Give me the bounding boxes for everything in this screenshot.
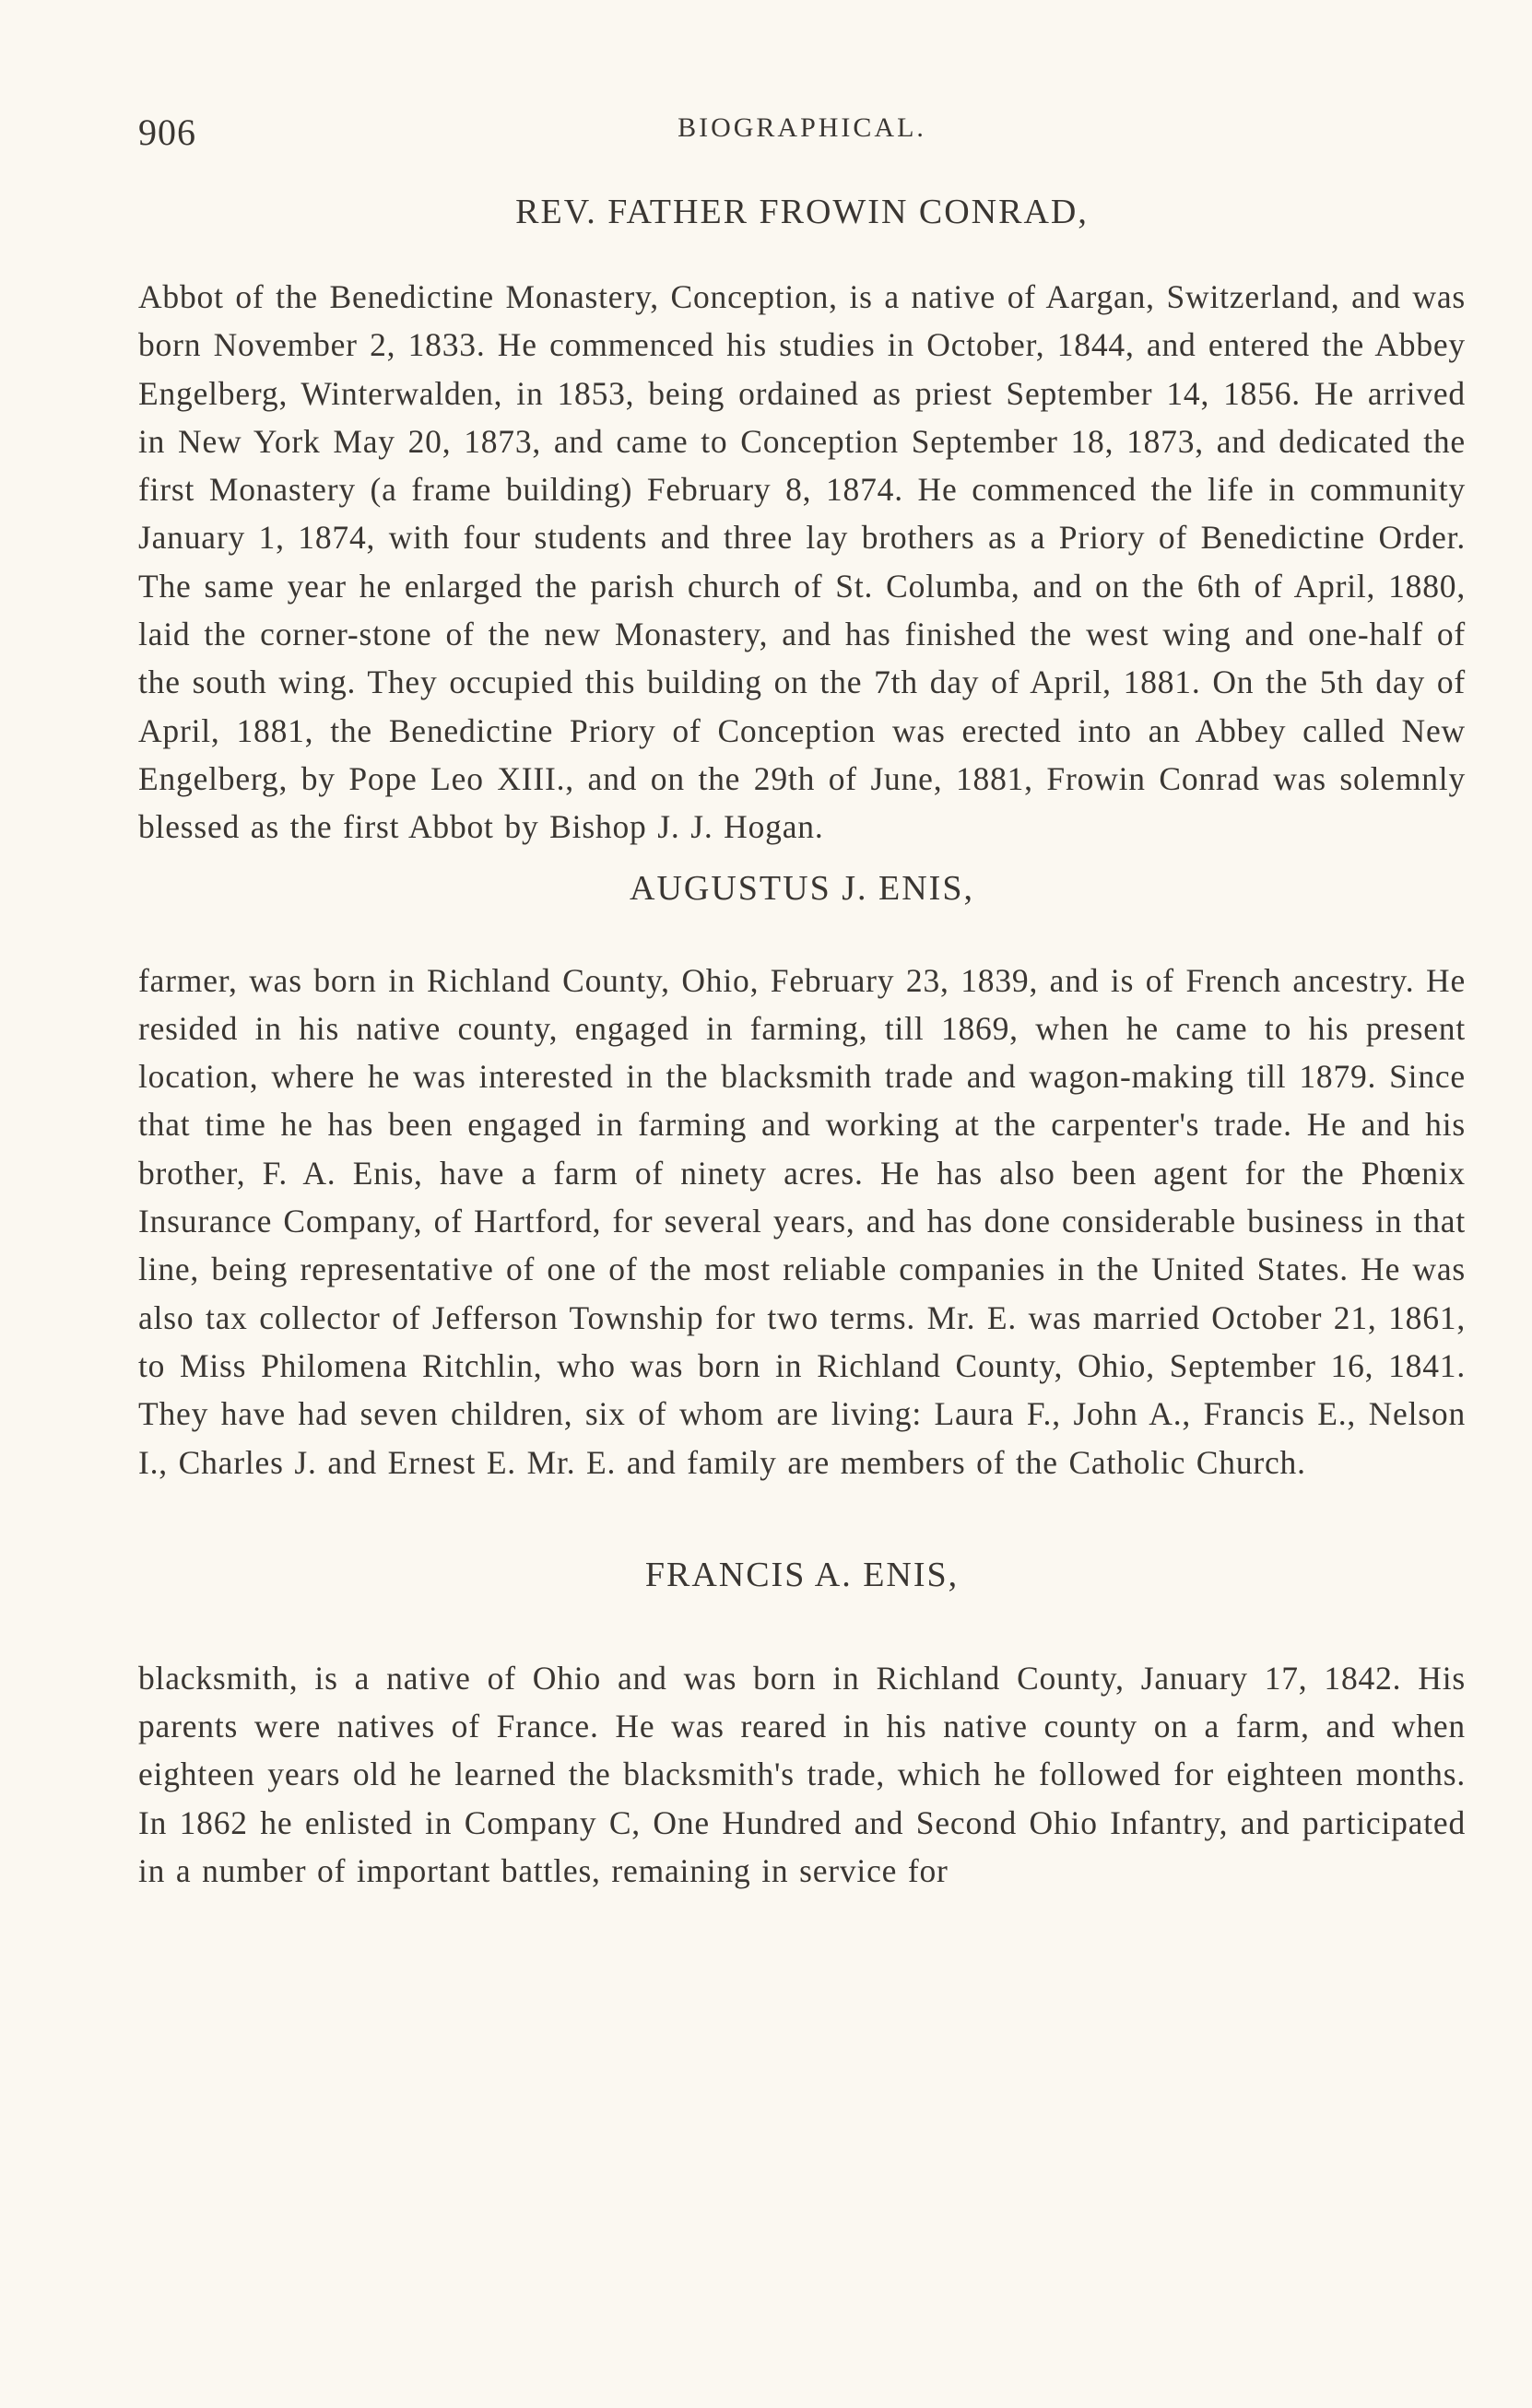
page-header xyxy=(138,101,1466,157)
page-number: 906 xyxy=(138,112,196,153)
entry-text-conrad: Abbot of the Benedictine Monastery, Conception, is a native of Aargan, Switzerland, and was born November 2, 1833. He commenced his studies in October, 1844, and entered the Abbey Engelberg, Winterwalden, in 1853, being ordained as priest September 14, 1856. He arrived in New York May 20, 1873, and came to Conception September 18, 1873, and dedicated the first Monastery (a frame building) February 8, 1874. He commenced the life in community January 1, 1874, with four students and three lay brothers as a Priory of Benedictine Order. The same year he enlarged the parish church of St. Columba, and on the 6th of April, 1880, laid the corner-stone of the new Monastery, and has finished the west wing and one-half of the south wing. They occupied this building on the 7th day of April, 1881. On the 5th day of April, 1881, the Benedictine Priory of Conception was erected into an Abbey called New Engelberg, by Pope Leo XIII., and on the 29th of June, 1881, Frowin Conrad was solemnly blessed as the first Abbot by Bishop J. J. Hogan. xyxy=(138,278,1466,846)
book-page xyxy=(138,101,1466,1895)
entry-title-francis-enis: FRANCIS A. ENIS, xyxy=(644,1555,960,1594)
entry-title-conrad: REV. FATHER FROWIN CONRAD, xyxy=(515,193,1089,231)
entry-title-augustus-enis: AUGUSTUS J. ENIS, xyxy=(630,868,974,908)
entry-text-francis-enis: blacksmith, is a native of Ohio and was born in Richland County, January 17, 1842. His parents were natives of France. He was reared in his native county on a farm, and when eighteen years old he learned the blacksmith's trade, which he followed for eighteen months. In 1862 he enlisted in Company C, One Hundred and Second Ohio Infantry, and participated in a number of important battles, remaining in service for xyxy=(138,1659,1466,1890)
running-head: BIOGRAPHICAL. xyxy=(678,112,926,143)
entry-text-augustus-enis: farmer, was born in Richland County, Ohio, February 23, 1839, and is of French ancestry. He resided in his native county, engaged in farming, till 1869, when he came to his present location, where he was interested in the blacksmith trade and wagon-making till 1879. Since that time he has been engaged in farming and working at the carpenter's trade. He and his brother, F. A. Enis, have a farm of ninety acres. He has also been agent for the Phœnix Insurance Company, of Hartford, for several years, and has done considerable business in that line, being representative of one of the most reliable companies in the United States. He was also tax collector of Jefferson Township for two terms. Mr. E. was married October 21, 1861, to Miss Philomena Ritchlin, who was born in Richland County, Ohio, September 16, 1841. They have had seven children, six of whom are living: Laura F., John A., Francis E., Nelson I., Charles J. and Ernest E. Mr. E. and family are members of the Catholic Church. xyxy=(138,961,1466,1481)
